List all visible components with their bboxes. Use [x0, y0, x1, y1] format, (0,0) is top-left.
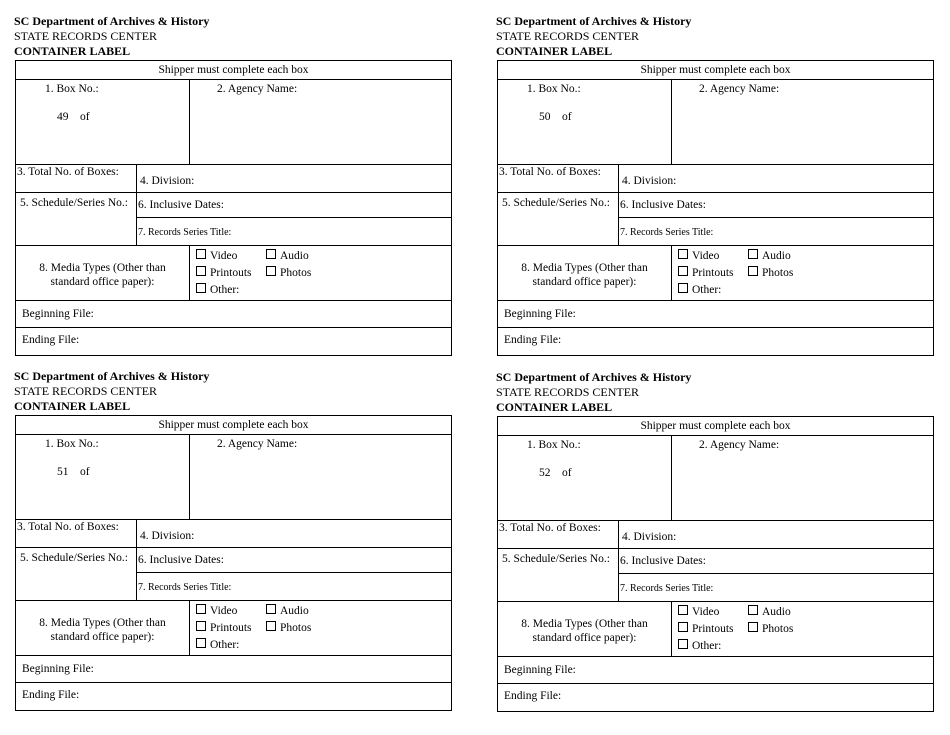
label-title: CONTAINER LABEL [14, 44, 131, 58]
video-option[interactable]: Video [196, 604, 237, 618]
printouts-option[interactable]: Printouts [678, 622, 734, 636]
printouts-checkbox[interactable] [196, 621, 206, 631]
media-types-line1: 8. Media Types (Other than [521, 262, 648, 274]
other-checkbox[interactable] [678, 283, 688, 293]
box-no-value[interactable] [57, 110, 90, 124]
label-header [496, 14, 934, 59]
media-types-label [498, 261, 671, 289]
other-option[interactable]: Other: [196, 638, 239, 652]
container-label [497, 370, 934, 712]
box-no-label: 1. Box No.: [45, 83, 99, 95]
org-name: SC Department of Archives & History [14, 369, 210, 383]
audio-checkbox[interactable] [266, 604, 276, 614]
label-title: CONTAINER LABEL [496, 400, 613, 414]
printouts-checkbox[interactable] [196, 266, 206, 276]
agency-name-label: 2. Agency Name: [217, 83, 298, 95]
org-name: SC Department of Archives & History [496, 14, 692, 28]
photos-checkbox[interactable] [266, 266, 276, 276]
series-title-label: 7. Records Series Title: [138, 582, 232, 593]
box-no-label: 1. Box No.: [45, 438, 99, 450]
video-checkbox[interactable] [196, 604, 206, 614]
instruction-text: Shipper must complete each box [158, 419, 309, 431]
inclusive-dates-label: 6. Inclusive Dates: [138, 554, 224, 566]
label-form [15, 415, 452, 711]
series-title-label: 7. Records Series Title: [138, 227, 232, 238]
other-option[interactable]: Other: [678, 283, 721, 297]
video-checkbox[interactable] [678, 605, 688, 615]
audio-option[interactable]: Audio [748, 249, 791, 263]
other-checkbox[interactable] [196, 283, 206, 293]
division-label: 4. Division: [140, 175, 195, 187]
media-types-label [498, 617, 671, 645]
box-no-value[interactable] [539, 110, 572, 124]
video-checkbox[interactable] [196, 249, 206, 259]
ending-file-label: Ending File: [22, 334, 80, 346]
ending-file-label: Ending File: [504, 334, 562, 346]
series-title-label: 7. Records Series Title: [620, 227, 714, 238]
org-name: SC Department of Archives & History [14, 14, 210, 28]
photos-checkbox[interactable] [748, 266, 758, 276]
division-label: 4. Division: [622, 531, 677, 543]
printouts-option[interactable]: Printouts [678, 266, 734, 280]
beginning-file-label: Beginning File: [22, 308, 94, 320]
records-center: STATE RECORDS CENTER [496, 385, 640, 399]
schedule-label: 5. Schedule/Series No.: [502, 197, 610, 209]
beginning-file-label: Beginning File: [504, 308, 576, 320]
box-number: 49 [57, 111, 69, 123]
box-no-label: 1. Box No.: [527, 439, 581, 451]
container-label [15, 369, 452, 711]
media-types-line1: 8. Media Types (Other than [39, 262, 166, 274]
of-text: of [562, 111, 572, 123]
media-types-line2: standard office paper): [50, 631, 155, 643]
records-center: STATE RECORDS CENTER [14, 29, 158, 43]
audio-option[interactable]: Audio [266, 249, 309, 263]
media-types-line2: standard office paper): [532, 276, 637, 288]
schedule-label: 5. Schedule/Series No.: [20, 197, 128, 209]
video-option[interactable]: Video [678, 605, 719, 619]
series-title-label: 7. Records Series Title: [620, 583, 714, 594]
total-boxes-label: 3. Total No. of Boxes: [17, 166, 119, 178]
label-form [15, 60, 452, 356]
container-label [15, 14, 452, 356]
other-option[interactable]: Other: [678, 639, 721, 653]
beginning-file-label: Beginning File: [504, 664, 576, 676]
of-text: of [80, 111, 90, 123]
label-form [497, 416, 934, 712]
label-header [14, 14, 452, 59]
photos-option[interactable]: Photos [748, 266, 793, 280]
instruction-text: Shipper must complete each box [158, 64, 309, 76]
records-center: STATE RECORDS CENTER [14, 384, 158, 398]
box-number: 52 [539, 467, 551, 479]
of-text: of [80, 466, 90, 478]
box-number: 51 [57, 466, 69, 478]
inclusive-dates-label: 6. Inclusive Dates: [138, 199, 224, 211]
total-boxes-label: 3. Total No. of Boxes: [499, 522, 601, 534]
video-option[interactable]: Video [678, 249, 719, 263]
printouts-checkbox[interactable] [678, 266, 688, 276]
agency-name-label: 2. Agency Name: [699, 439, 780, 451]
label-header [14, 369, 452, 414]
photos-option[interactable]: Photos [266, 621, 311, 635]
box-no-value[interactable] [539, 466, 572, 480]
agency-name-label: 2. Agency Name: [699, 83, 780, 95]
media-types-label [16, 261, 189, 289]
label-form [497, 60, 934, 356]
other-checkbox[interactable] [196, 638, 206, 648]
other-checkbox[interactable] [678, 639, 688, 649]
of-text: of [562, 467, 572, 479]
media-types-line2: standard office paper): [50, 276, 155, 288]
photos-option[interactable]: Photos [748, 622, 793, 636]
video-option[interactable]: Video [196, 249, 237, 263]
media-types-line1: 8. Media Types (Other than [39, 617, 166, 629]
photos-option[interactable]: Photos [266, 266, 311, 280]
media-types-label [16, 616, 189, 644]
instruction-text: Shipper must complete each box [640, 64, 791, 76]
audio-checkbox[interactable] [266, 249, 276, 259]
media-types-line2: standard office paper): [532, 632, 637, 644]
audio-checkbox[interactable] [748, 605, 758, 615]
instruction-text: Shipper must complete each box [640, 420, 791, 432]
audio-option[interactable]: Audio [748, 605, 791, 619]
media-types-line1: 8. Media Types (Other than [521, 618, 648, 630]
video-checkbox[interactable] [678, 249, 688, 259]
beginning-file-label: Beginning File: [22, 663, 94, 675]
org-name: SC Department of Archives & History [496, 370, 692, 384]
ending-file-label: Ending File: [22, 689, 80, 701]
label-header [496, 370, 934, 415]
audio-option[interactable]: Audio [266, 604, 309, 618]
container-label [497, 14, 934, 356]
division-label: 4. Division: [140, 530, 195, 542]
printouts-option[interactable]: Printouts [196, 266, 252, 280]
box-no-label: 1. Box No.: [527, 83, 581, 95]
agency-name-label: 2. Agency Name: [217, 438, 298, 450]
schedule-label: 5. Schedule/Series No.: [502, 553, 610, 565]
total-boxes-label: 3. Total No. of Boxes: [499, 166, 601, 178]
box-number: 50 [539, 111, 551, 123]
label-title: CONTAINER LABEL [14, 399, 131, 413]
photos-checkbox[interactable] [266, 621, 276, 631]
photos-checkbox[interactable] [748, 622, 758, 632]
schedule-label: 5. Schedule/Series No.: [20, 552, 128, 564]
ending-file-label: Ending File: [504, 690, 562, 702]
label-title: CONTAINER LABEL [496, 44, 613, 58]
printouts-option[interactable]: Printouts [196, 621, 252, 635]
inclusive-dates-label: 6. Inclusive Dates: [620, 199, 706, 211]
records-center: STATE RECORDS CENTER [496, 29, 640, 43]
total-boxes-label: 3. Total No. of Boxes: [17, 521, 119, 533]
box-no-value[interactable] [57, 465, 90, 479]
division-label: 4. Division: [622, 175, 677, 187]
other-option[interactable]: Other: [196, 283, 239, 297]
printouts-checkbox[interactable] [678, 622, 688, 632]
audio-checkbox[interactable] [748, 249, 758, 259]
inclusive-dates-label: 6. Inclusive Dates: [620, 555, 706, 567]
